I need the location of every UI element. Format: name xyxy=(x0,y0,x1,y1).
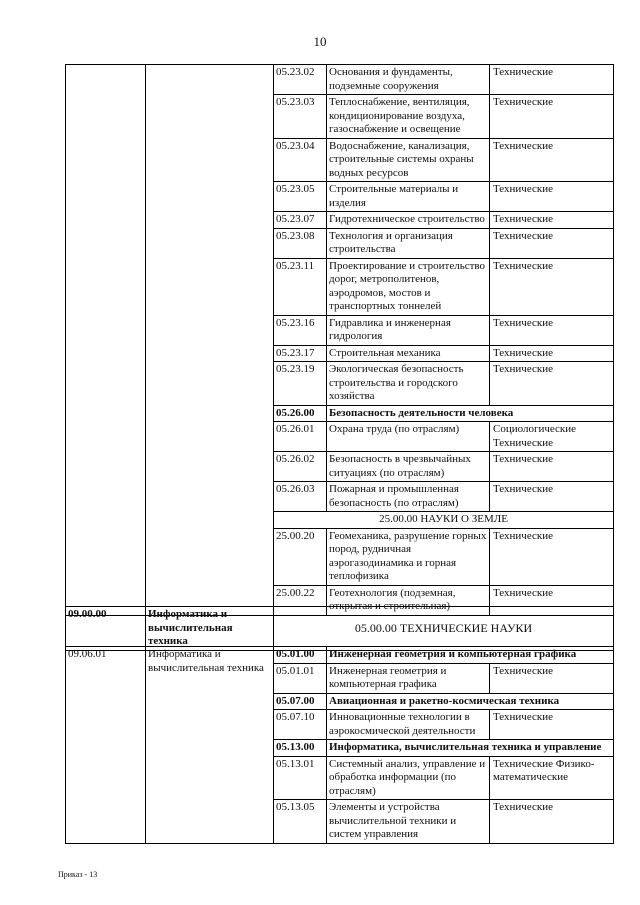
specialty-code: 05.23.03 xyxy=(274,95,327,139)
direction-name: Информатика и вычислительная техника xyxy=(146,647,274,844)
science-field: Технические xyxy=(490,228,614,258)
specialty-name: Пожарная и промышленная безопасность (по отраслям) xyxy=(327,482,490,512)
table-row xyxy=(66,607,614,651)
specialty-code: 05.23.19 xyxy=(274,362,327,406)
group-code: 05.26.00 xyxy=(274,405,327,422)
specialty-name: Строительные материалы и изделия xyxy=(327,182,490,212)
science-field: Технические xyxy=(490,345,614,362)
science-field: Технические xyxy=(490,482,614,512)
science-field: Технические xyxy=(490,452,614,482)
specialty-name: Безопасность в чрезвычайных ситуациях (по отраслям) xyxy=(327,452,490,482)
specialty-code: 05.23.16 xyxy=(274,315,327,345)
table-row xyxy=(66,65,614,95)
specialty-code: 05.23.02 xyxy=(274,65,327,95)
specialty-code: 05.23.05 xyxy=(274,182,327,212)
science-field: Технические xyxy=(490,663,614,693)
specialty-name: Проектирование и строительство дорог, метрополитенов, аэродромов, мостов и транспортных тоннелей xyxy=(327,258,490,315)
group-code: 05.01.00 xyxy=(274,647,327,664)
group-name: Инженерная геометрия и компьютерная графика xyxy=(327,647,614,664)
specialty-code: 05.23.07 xyxy=(274,212,327,229)
specialty-name: Теплоснабжение, вентиляция, кондиционирование воздуха, газоснабжение и освещение xyxy=(327,95,490,139)
specialty-name: Технология и организация строительства xyxy=(327,228,490,258)
science-field: Технические xyxy=(490,800,614,844)
page-number: 10 xyxy=(313,34,327,49)
group-name: Авиационная и ракетно-космическая техника xyxy=(327,693,614,710)
table-row xyxy=(66,647,614,664)
specialty-code: 05.13.05 xyxy=(274,800,327,844)
specialty-code: 05.26.01 xyxy=(274,422,327,452)
section-header: 25.00.00 НАУКИ О ЗЕМЛЕ xyxy=(274,512,614,529)
science-field: Технические xyxy=(490,95,614,139)
group-name: Безопасность деятельности человека xyxy=(327,405,614,422)
footer-text: Приказ - 13 xyxy=(58,870,98,879)
specialty-code: 25.00.20 xyxy=(274,528,327,585)
empty-cell xyxy=(146,65,274,616)
empty-cell xyxy=(66,65,146,616)
science-field: Технические xyxy=(490,710,614,740)
science-field: Технические xyxy=(490,212,614,229)
specialty-code: 05.23.04 xyxy=(274,138,327,182)
science-field: Технические xyxy=(490,138,614,182)
specialty-name: Водоснабжение, канализация, строительные системы охраны водных ресурсов xyxy=(327,138,490,182)
group-name: Информатика, вычислительная техника и управление xyxy=(327,740,614,757)
science-field: Технические xyxy=(490,528,614,585)
specialty-name: Основания и фундаменты, подземные сооружения xyxy=(327,65,490,95)
specialty-code: 05.07.10 xyxy=(274,710,327,740)
specialty-name: Гидравлика и инженерная гидрология xyxy=(327,315,490,345)
science-field: Технические xyxy=(490,65,614,95)
direction-code: 09.00.00 xyxy=(66,607,146,651)
science-field: Социологические Технические xyxy=(490,422,614,452)
specialty-name: Охрана труда (по отраслям) xyxy=(327,422,490,452)
specialties-table-bottom xyxy=(65,606,614,651)
specialties-table-top xyxy=(65,64,614,616)
specialty-name: Экологическая безопасность строительства и городского хозяйства xyxy=(327,362,490,406)
group-code: 05.13.00 xyxy=(274,740,327,757)
direction-name: Информатика и вычислительная техника xyxy=(146,607,274,651)
section-header: 05.00.00 ТЕХНИЧЕСКИЕ НАУКИ xyxy=(274,607,614,651)
specialty-name: Строительная механика xyxy=(327,345,490,362)
specialty-code: 05.23.17 xyxy=(274,345,327,362)
direction-code: 09.06.01 xyxy=(66,647,146,844)
group-code: 05.07.00 xyxy=(274,693,327,710)
science-field: Технические xyxy=(490,315,614,345)
science-field: Технические xyxy=(490,362,614,406)
specialty-code: 05.01.01 xyxy=(274,663,327,693)
specialty-code: 05.26.02 xyxy=(274,452,327,482)
specialty-code: 25.00.22 xyxy=(274,585,327,615)
science-field: Технические Физико-математические xyxy=(490,756,614,800)
specialty-name: Гидротехническое строительство xyxy=(327,212,490,229)
specialty-code: 05.26.03 xyxy=(274,482,327,512)
specialty-name: Системный анализ, управление и обработка информации (по отраслям) xyxy=(327,756,490,800)
specialties-table-it xyxy=(65,646,614,844)
science-field: Технические xyxy=(490,585,614,615)
specialty-code: 05.23.08 xyxy=(274,228,327,258)
specialty-name: Инновационные технологии в аэрокосмической деятельности xyxy=(327,710,490,740)
specialty-name: Элементы и устройства вычислительной техники и систем управления xyxy=(327,800,490,844)
science-field: Технические xyxy=(490,182,614,212)
specialty-name: Инженерная геометрия и компьютерная графика xyxy=(327,663,490,693)
specialty-name: Геотехнология (подземная, открытая и строительная) xyxy=(327,585,490,615)
specialty-code: 05.23.11 xyxy=(274,258,327,315)
specialty-name: Геомеханика, разрушение горных пород, рудничная аэрогазодинамика и горная теплофизика xyxy=(327,528,490,585)
specialty-code: 05.13.01 xyxy=(274,756,327,800)
science-field: Технические xyxy=(490,258,614,315)
